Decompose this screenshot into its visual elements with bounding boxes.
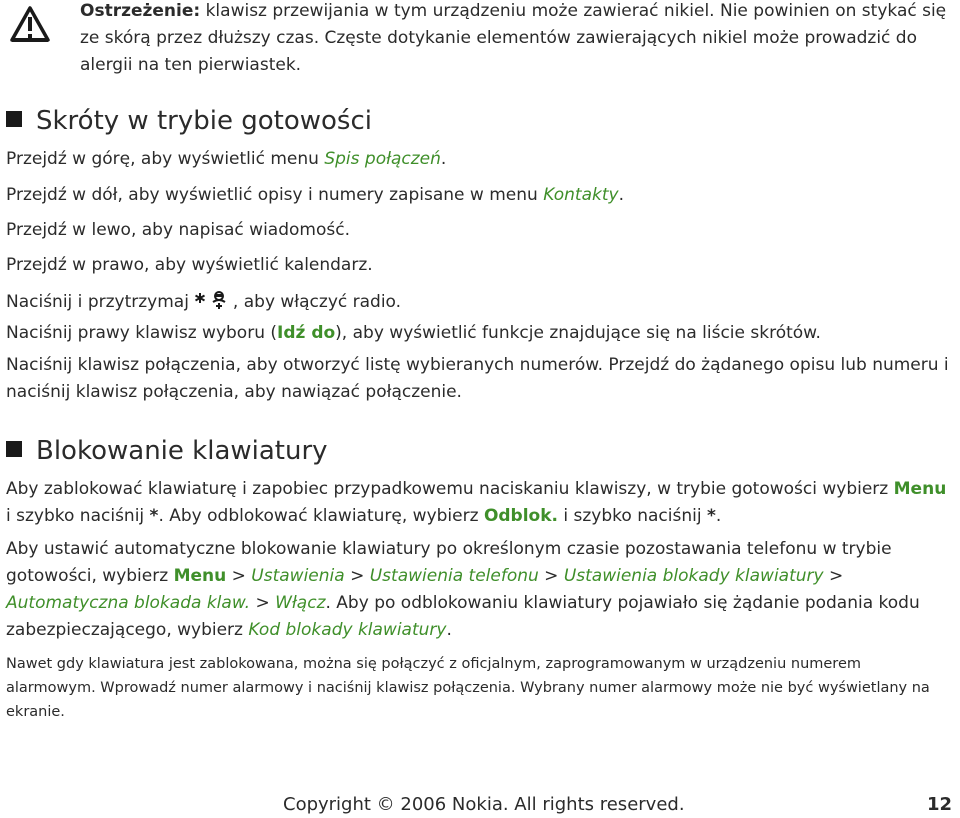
shortcut-line-left: Przejdź w lewo, aby napisać wiadomość. bbox=[6, 220, 350, 240]
menu-link-contacts: Kontakty bbox=[543, 185, 619, 205]
text: Naciśnij i przytrzymaj bbox=[6, 292, 189, 312]
text: , aby włączyć radio. bbox=[232, 292, 402, 312]
text: . bbox=[446, 620, 452, 640]
heading-bullet-icon bbox=[6, 441, 22, 457]
path-separator: > bbox=[250, 593, 276, 613]
section-title-shortcuts bbox=[6, 104, 372, 138]
warning-body: klawisz przewijania w tym urządzeniu może zawierać nikiel. Nie powinien on stykać się ze skórą przez dłuższy czas. Częste dotykanie elementów zawierających nikiel może prowadzić do alergii na ten pierwiastek. bbox=[80, 1, 947, 75]
path-separator: > bbox=[823, 566, 844, 586]
shortcut-line-go-to bbox=[6, 322, 821, 344]
menu-path-on: Włącz bbox=[275, 593, 326, 613]
text: Aby ustawić automatyczne blokowanie klawiatury po określonym czasie pozostawania telefonu w trybie gotowości, wybierz bbox=[6, 539, 892, 586]
text: Przejdź w górę, aby wyświetlić menu bbox=[6, 149, 325, 169]
text: . bbox=[618, 185, 624, 205]
path-separator: > bbox=[344, 566, 370, 586]
star-key: * bbox=[149, 506, 159, 526]
heading-bullet-icon bbox=[6, 111, 22, 127]
page-number: 12 bbox=[926, 794, 952, 815]
warning-label: Ostrzeżenie: bbox=[80, 1, 201, 21]
keylock-paragraph-1 bbox=[6, 476, 951, 530]
text: i szybko naciśnij bbox=[6, 506, 150, 526]
menu-path-phone-settings: Ustawienia telefonu bbox=[369, 566, 539, 586]
menu-link-call-log: Spis połączeń bbox=[324, 149, 441, 169]
star-key: * bbox=[706, 506, 716, 526]
softkey-menu: Menu bbox=[173, 566, 227, 586]
emergency-note: Nawet gdy klawiatura jest zablokowana, można się połączyć z oficjalnym, zaprogramowanym w urządzeniu numerem alarmowym. Wprowadź numer alarmowy i naciśnij klawisz połączenia. Wybrany numer alarmowy może nie być wyświetlany na ekranie. bbox=[6, 656, 930, 720]
text: ), aby wyświetlić funkcje znajdujące się na liście skrótów. bbox=[335, 323, 821, 343]
text: . bbox=[440, 149, 447, 169]
shortcut-line-call-key: Naciśnij klawisz połączenia, aby otworzyć listę wybieranych numerów. Przejdź do żądanego opisu lub numeru i naciśnij klawisz połączenia, aby nawiązać połączenie. bbox=[6, 355, 949, 402]
path-separator: > bbox=[226, 566, 252, 586]
menu-path-keylock-code: Kod blokady klawiatury bbox=[248, 620, 447, 640]
text: . bbox=[715, 506, 722, 526]
text: Naciśnij prawy klawisz wyboru ( bbox=[6, 323, 278, 343]
softkey-menu: Menu bbox=[893, 479, 947, 499]
shortcut-line-up bbox=[6, 148, 446, 170]
copyright-footer: Copyright © 2006 Nokia. All rights reserved. bbox=[283, 794, 685, 815]
warning-triangle-icon bbox=[8, 4, 70, 46]
star-key-icon bbox=[193, 288, 229, 310]
text: i szybko naciśnij bbox=[558, 506, 707, 526]
menu-path-keylock-settings: Ustawienia blokady klawiatury bbox=[563, 566, 824, 586]
menu-path-auto-keylock: Automatyczna blokada klaw. bbox=[6, 593, 251, 613]
keylock-paragraph-2 bbox=[6, 536, 951, 644]
text: Przejdź w dół, aby wyświetlić opisy i numery zapisane w menu bbox=[6, 185, 544, 205]
warning-text bbox=[80, 0, 950, 79]
shortcut-line-right: Przejdź w prawo, aby wyświetlić kalendarz. bbox=[6, 255, 373, 275]
text: Aby zablokować klawiaturę i zapobiec przypadkowemu naciskaniu klawiszy, w trybie gotowości wybierz bbox=[6, 479, 894, 499]
heading-text: Skróty w trybie gotowości bbox=[36, 106, 372, 136]
menu-path-settings: Ustawienia bbox=[251, 566, 345, 586]
text: . Aby po odblokowaniu klawiatury pojawiało się żądanie podania kodu zabezpieczającego, wybierz bbox=[6, 593, 920, 640]
section-title-keylock bbox=[6, 434, 328, 468]
shortcut-line-down bbox=[6, 184, 624, 206]
softkey-unlock: Odblok. bbox=[483, 506, 558, 526]
path-separator: > bbox=[538, 566, 564, 586]
heading-text: Blokowanie klawiatury bbox=[36, 436, 328, 466]
shortcut-line-radio bbox=[6, 288, 401, 313]
softkey-go-to: Idź do bbox=[277, 323, 336, 343]
text: . Aby odblokować klawiaturę, wybierz bbox=[158, 506, 484, 526]
